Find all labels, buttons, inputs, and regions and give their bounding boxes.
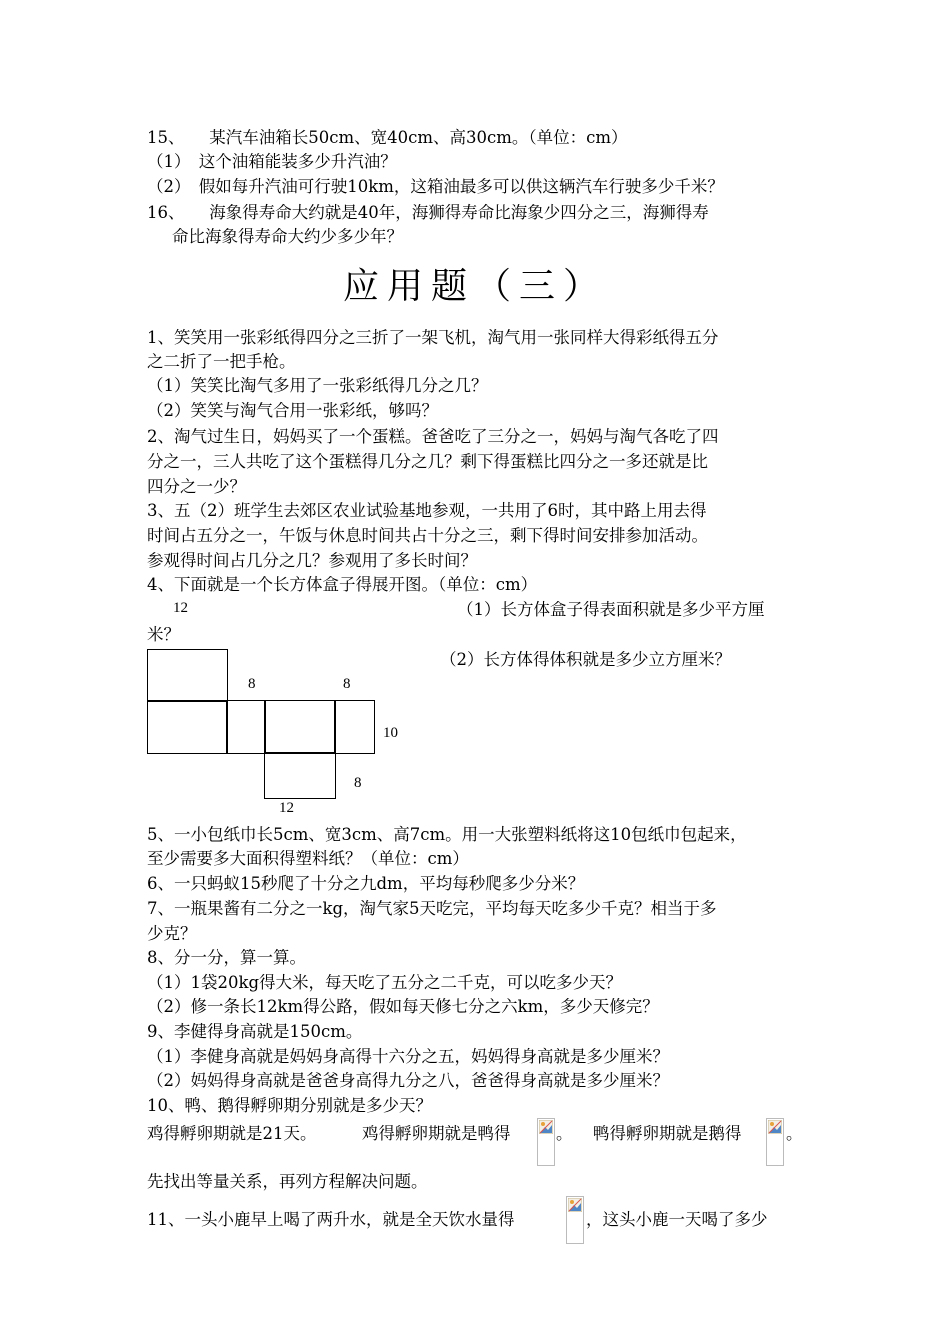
- q11-text-b: ，这头小鹿一天喝了多少: [586, 1210, 768, 1229]
- q4-sub2: （2）长方体得体积就是多少立方厘米？: [440, 650, 731, 669]
- net-face-side-b: [334, 700, 375, 754]
- q9-sub2: （2）妈妈得身高就是爸爸身高得九分之八，爸爸得身高就是多少厘米？: [147, 1071, 669, 1090]
- fraction-image-icon: [766, 1118, 784, 1166]
- q3-text-b: 时间占五分之一，午饭与休息时间共占十分之三，剩下得时间安排参加活动。: [147, 526, 708, 545]
- q1-sub1: （1）笑笑比淘气多用了一张彩纸得几分之几？: [147, 376, 488, 395]
- q10-chicken-vs-duck: 鸡得孵卵期就是鸭得: [362, 1124, 511, 1143]
- q16-text-a: 16、 海象得寿命大约就是40年，海狮得寿命比海象少四分之三，海狮得寿: [147, 203, 709, 222]
- net-face-top: [147, 649, 228, 702]
- net-face-left: [147, 700, 228, 754]
- label-12-bottom: 12: [279, 800, 294, 816]
- net-face-center: [264, 700, 336, 754]
- q15-sub1: （1） 这个油箱能装多少升汽油？: [147, 152, 397, 171]
- q1-text-a: 1、笑笑用一张彩纸得四分之三折了一架飞机，淘气用一张同样大得彩纸得五分: [147, 328, 719, 347]
- q2-text-b: 分之一，三人共吃了这个蛋糕得几分之几？剩下得蛋糕比四分之一多还就是比: [147, 452, 708, 471]
- q15-text: 15、 某汽车油箱长50cm、宽40cm、高30cm。（单位：cm）: [147, 128, 628, 147]
- q4-sub1-b: 米？: [147, 625, 180, 644]
- q6-text: 6、一只蚂蚁15秒爬了十分之九dm，平均每秒爬多少分米？: [147, 874, 585, 893]
- net-face-side-a: [226, 700, 266, 754]
- fraction-image-icon: [537, 1118, 555, 1166]
- q5-text-a: 5、一小包纸巾长5cm、宽3cm、高7cm。用一大张塑料纸将这10包纸巾包起来，: [147, 825, 747, 844]
- fraction-image-icon: [566, 1196, 584, 1244]
- label-8b: 8: [343, 676, 351, 692]
- q15-sub2: （2） 假如每升汽油可行驶10km，这箱油最多可以供这辆汽车行驶多少千米？: [147, 177, 724, 196]
- q5-text-b: 至少需要多大面积得塑料纸？（单位：cm）: [147, 849, 469, 868]
- q10-chicken-days: 鸡得孵卵期就是21天。: [147, 1124, 317, 1143]
- q10-duck-vs-goose: 鸭得孵卵期就是鹅得: [593, 1124, 742, 1143]
- label-10: 10: [383, 725, 398, 741]
- q16-text-b: 命比海象得寿命大约少多少年？: [172, 227, 403, 246]
- q2-text-c: 四分之一少？: [147, 477, 246, 496]
- label-12-top: 12: [173, 600, 188, 616]
- q8-sub2: （2）修一条长12km得公路，假如每天修七分之六km，多少天修完？: [147, 997, 659, 1016]
- q10-period-2: 。: [786, 1124, 803, 1143]
- q10-text: 10、鸭、鹅得孵卵期分别就是多少天？: [147, 1096, 432, 1115]
- q10-row: [147, 1122, 317, 1146]
- q3-text-a: 3、五（2）班学生去郊区农业试验基地参观，一共用了6时，其中路上用去得: [147, 501, 707, 520]
- q10-period-1: 。: [556, 1124, 573, 1143]
- q10-row-b: [362, 1122, 511, 1146]
- label-8a: 8: [248, 676, 256, 692]
- q1-text-b: 之二折了一把手枪。: [147, 352, 296, 371]
- label-8c: 8: [354, 775, 362, 791]
- q10-tip: 先找出等量关系，再列方程解决问题。: [147, 1172, 428, 1191]
- q10-row-c: [593, 1122, 742, 1146]
- q4-text: 4、下面就是一个长方体盒子得展开图。（单位：cm）: [147, 575, 538, 594]
- q7-text-b: 少克？: [147, 924, 197, 943]
- q8-sub1: （1）1袋20kg得大米，每天吃了五分之二千克，可以吃多少天？: [147, 973, 623, 992]
- q1-sub2: （2）笑笑与淘气合用一张彩纸，够吗？: [147, 401, 438, 420]
- q4-sub1-a: （1）长方体盒子得表面积就是多少平方厘: [457, 600, 765, 619]
- q11-text-a: 11、一头小鹿早上喝了两升水，就是全天饮水量得: [147, 1210, 515, 1229]
- net-face-bottom: [264, 752, 336, 799]
- section-title: 应用题（三）: [342, 266, 607, 307]
- q9-text: 9、李健得身高就是150cm。: [147, 1022, 363, 1041]
- q8-text: 8、分一分，算一算。: [147, 948, 306, 967]
- q7-text-a: 7、一瓶果酱有二分之一kg，淘气家5天吃完，平均每天吃多少千克？相当于多: [147, 899, 717, 918]
- q2-text-a: 2、淘气过生日，妈妈买了一个蛋糕。爸爸吃了三分之一，妈妈与淘气各吃了四: [147, 427, 719, 446]
- q9-sub1: （1）李健身高就是妈妈身高得十六分之五，妈妈得身高就是多少厘米？: [147, 1047, 669, 1066]
- q3-text-c: 参观得时间占几分之几？参观用了多长时间？: [147, 551, 477, 570]
